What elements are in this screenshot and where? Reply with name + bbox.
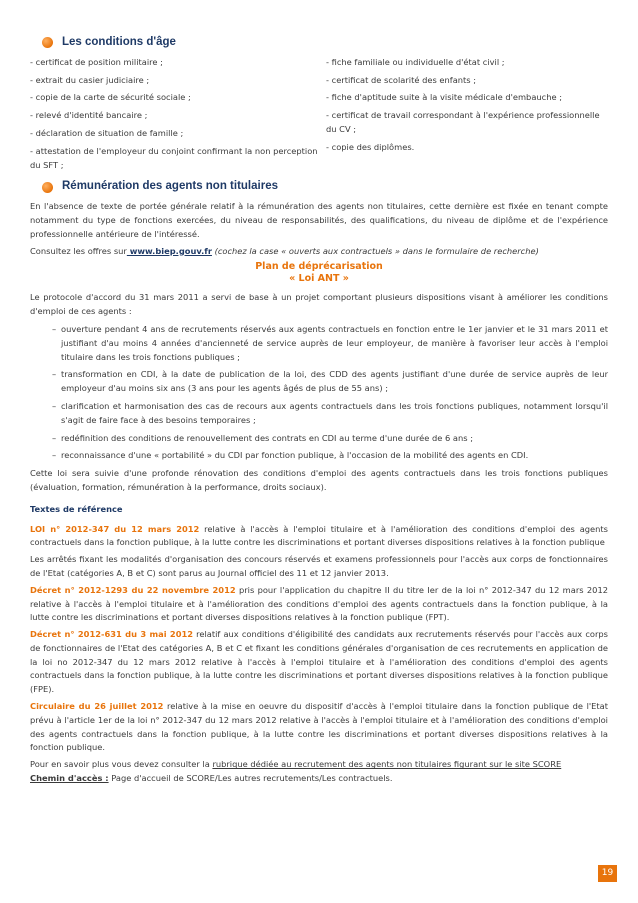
reference-circulaire-text: relative à la mise en oeuvre du dispositif d'accès à l'emploi titulaire dans la fonction publique de l'Etat prévu à l'article 1er de la loi n° 2012-347 du 12 mars 2012 relative à l'accès à l'emploi titulaire et à l'amélioration des conditions d'emploi des agents contractuels dans la fonction publique, à la lutte contre les discriminations et portant diverses dispositions relatives à la fonction publique. [30,701,608,753]
dash-marker: – [52,432,57,443]
plan-list [52,323,608,463]
dash-marker: – [52,400,57,411]
reference-decret-1293-text: pris pour l'application du chapitre II du titre Ier de la loi n° 2012-347 du 12 mars 2012 relative à l'accès à l'emploi titulaire et à l'amélioration des conditions d'emploi des agents contractuels dans la fonction publique, à la lutte contre les discriminations et portant diverses dispositions relatives à la fonction publique (FPT). [30,584,609,623]
consult-paragraph [30,245,608,259]
list-item: - relevé d'identité bancaire ; [30,110,148,121]
consult-suffix: (cochez la case « ouverts aux contractuels » dans le formulaire de recherche) [211,245,539,256]
list-item: - certificat de scolarité des enfants ; [326,74,477,85]
list-item-text: ouverture pendant 4 ans de recrutements réservés aux agents contractuels en fonction entre le 1er janvier et le 31 mars 2011 et justifiant d'au moins 4 années d'ancienneté de service auprès de leur employeur, de manière à favoriser leur accès à l'emploi titulaire dans les trois fonctions publiques ; [61,323,608,362]
list-item: - certificat de travail correspondant à l'expérience professionnelle du CV ; [326,110,600,134]
section-remuneration-title: Rémunération des agents non titulaires [62,180,278,193]
dash-marker: – [52,450,57,461]
documents-right-column [326,56,608,177]
access-path-text: Page d'accueil de SCORE/Les autres recrutements/Les contractuels. [108,773,393,784]
reference-decret-631-label: Décret n° 2012-631 du 3 mai 2012 [30,629,194,640]
reference-circulaire [30,700,608,755]
reference-decret-631 [30,628,608,697]
plan-intro: Le protocole d'accord du 31 mars 2011 a servi de base à un projet comportant plusieurs dispositions visant à améliorer les conditions d'emploi de ces agents : [30,292,608,317]
more-info-prefix: Pour en savoir plus vous devez consulter la [30,759,213,770]
reference-law-label: LOI n° 2012-347 du 12 mars 2012 [30,523,200,534]
list-item: - fiche familiale ou individuelle d'état civil ; [326,56,505,67]
page-number: 19 [598,865,617,882]
list-item: - extrait du casier judiciaire ; [30,74,150,85]
list-item: - déclaration de situation de famille ; [30,127,184,138]
documents-left-column [30,56,322,177]
biep-link[interactable]: www.biep.gouv.fr [126,245,212,256]
list-item: - certificat de position militaire ; [30,56,163,67]
remuneration-paragraph: En l'absence de texte de portée générale relatif à la rémunération des agents non titulaires, cette dernière est fixée en tenant compte notamment du type de fonctions exercées, du niveau de responsabilités, des qualifications, du niveau de diplôme et de l'expérience professionnelle antérieure de l'intéressé. [30,201,608,239]
plan-title-line1: Plan de déprécarisation [255,261,383,273]
access-path [30,772,608,786]
reference-decret-1293-label: Décret n° 2012-1293 du 22 novembre 2012 [30,584,236,595]
reference-arretes: Les arrêtés fixant les modalités d'organisation des concours réservés et examens professionnels pour l'accès aux corps de fonctionnaires de l'Etat (catégories A, B et C) sont parus au Journal officiel des 11 et 12 janvier 2013. [30,554,608,578]
plan-title [30,261,608,285]
reference-law [30,523,608,551]
section-remuneration-heading [30,180,608,194]
reference-decret-1293 [30,584,608,625]
list-item: - fiche d'aptitude suite à la visite médicale d'embauche ; [326,92,563,103]
list-item [52,449,608,463]
page-content [30,36,608,786]
list-item [52,323,608,364]
access-path-label: Chemin d'accès : [30,773,109,784]
plan-title-line2: « Loi ANT » [289,273,349,285]
reference-law-text: relative à l'accès à l'emploi titulaire et à l'amélioration des conditions d'emploi des agents contractuels dans la fonction publique, à la lutte contre les discriminations et portant diverses dispositions relatives à la fonction publique [30,523,608,548]
orange-bullet-icon [42,182,53,193]
list-item: - attestation de l'employeur du conjoint confirmant la non perception du SFT ; [30,145,318,170]
list-item-text: redéfinition des conditions de renouvellement des contrats en CDI au terme d'une durée de 6 ans ; [61,432,473,443]
reference-decret-631-text: relatif aux conditions d'éligibilité des candidats aux recrutements réservés pour l'accès aux corps de fonctionnaires de l'Etat des catégories A, B et C et fixant les conditions générales d'organisation de ces recrutements en application de la loi no 2012-347 du 12 mars 2012 relative à l'accès à l'emploi titulaire et à l'amélioration des conditions d'emploi des agents contractuels dans la fonction publique, à la lutte contre les discriminations et portant diverses dispositions relatives à la fonction publique (FPE). [30,629,608,695]
dash-marker: – [52,369,57,380]
list-item [52,368,608,396]
dash-marker: – [52,323,57,334]
plan-outro: Cette loi sera suivie d'une profonde rénovation des conditions d'emploi des agents contractuels dans les trois fonctions publiques (évaluation, formation, rémunération à la performance, droits sociaux). [30,468,608,492]
consult-prefix: Consultez les offres sur [30,245,127,256]
documents-columns [30,56,608,177]
list-item-text: reconnaissance d'une « portabilité » du CDI par fonction publique, à l'occasion de la mobilité des agents en CDI. [61,450,529,461]
list-item-text: transformation en CDI, à la date de publication de la loi, des CDD des agents justifiant d'une durée de service auprès de leur employeur d'au moins six ans (3 ans pour les agents âgés de plus de 55 ans) ; [61,369,608,394]
list-item [52,432,608,446]
references-title: Textes de référence [30,503,123,514]
orange-bullet-icon [42,37,53,48]
section-age-heading [30,36,608,50]
list-item: - copie des diplômes. [326,141,415,152]
list-item-text: clarification et harmonisation des cas de recours aux agents contractuels dans les trois fonctions publiques, notamment lorsqu'il s'agit de faire face à des besoins temporaires ; [61,400,608,425]
reference-circulaire-label: Circulaire du 26 juillet 2012 [30,701,164,712]
list-item: - copie de la carte de sécurité sociale ; [30,92,191,103]
more-info-paragraph [30,758,608,772]
list-item [52,400,608,428]
section-age-title: Les conditions d'âge [62,36,176,48]
score-link[interactable]: rubrique dédiée au recrutement des agents non titulaires figurant sur le site SCORE [212,759,562,770]
